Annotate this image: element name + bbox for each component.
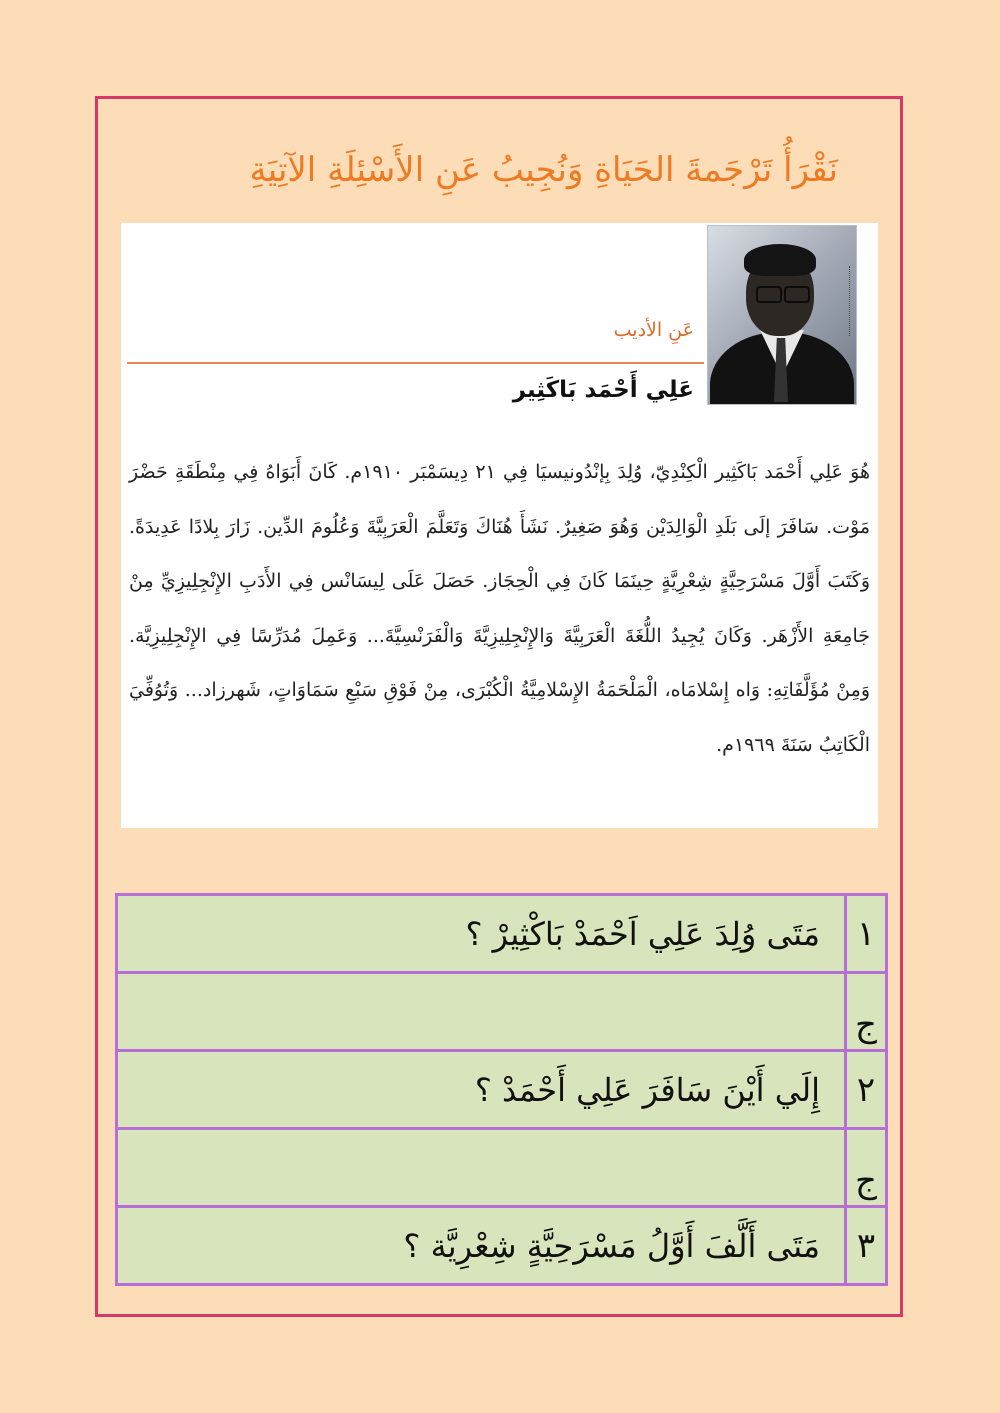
question-row-1 bbox=[117, 895, 887, 973]
question-row-2 bbox=[117, 1051, 887, 1129]
answer-2-field[interactable] bbox=[117, 1129, 846, 1207]
question-1-number: ١ bbox=[846, 895, 887, 973]
question-2-number: ٢ bbox=[846, 1051, 887, 1129]
about-author-label: عَنِ الأديب bbox=[613, 319, 694, 341]
question-row-3 bbox=[117, 1207, 887, 1285]
questions-table bbox=[115, 893, 888, 1286]
worksheet-title: نَقْرَأُ تَرْجَمةَ الحَيَاةِ وَنُجِيبُ عَنِ الأَسْئِلَةِ الآتِيَةِ bbox=[249, 150, 838, 190]
biography-card bbox=[121, 223, 878, 828]
answer-row-1 bbox=[117, 973, 887, 1051]
author-name: عَلِي أَحْمَد بَاكَثِير bbox=[512, 377, 694, 403]
author-portrait bbox=[708, 226, 856, 404]
portrait-signature bbox=[837, 266, 850, 336]
answer-2-marker: ج bbox=[846, 1129, 887, 1207]
question-2-text: إِلَي أَيْنَ سَافَرَ عَلِي أَحْمَدْ ؟ bbox=[117, 1051, 846, 1129]
question-1-text: مَتَى وُلِدَ عَلِي اَحْمَدْ بَاكْثِيرْ ؟ bbox=[117, 895, 846, 973]
question-3-text: مَتَى أَلَّفَ أَوَّلُ مَسْرَحِيَّةٍ شِعْرِيَّة ؟ bbox=[117, 1207, 846, 1285]
answer-1-marker: ج bbox=[846, 973, 887, 1051]
biography-text: هُوَ عَلِي أَحْمَد بَاكَثِير الْكِنْدِيّ، وُلِدَ بِإنْدُونيسيَا فِي ٢١ دِيسَمْبَر ١٩١٠م. كَانَ أَبَوَاهُ فِي مِنْطَقَةِ حَضْرَ مَوْت. سَافَرَ إلَى بَلَدِ الْوَالِدَيْن وَهُوَ صَغِيرٌ. نَشَأَ هُنَاكَ وَتَعَلَّمَ الْعَرَبِيَّةَ وَعُلُومَ الدِّين. زَارَ بِلادًا عَدِيدَةً. وَكَتَبَ أَوَّلَ مَسْرَحِيَّةٍ شِعْرِيَّةٍ حِينَمَا كَانَ فِي الْحِجَاز. حَصَلَ عَلَى لِيسَانْس فِي الأَدَبِ الإِنْجِلِيزِيِّ مِنْ جَامِعَةِ الأَزْهَر. وَكَانَ يُجِيدُ اللُّغَةَ الْعَرَبِيَّةَ وَالإِنْجِلِيزِيَّةَ وَالْفَرَنْسِيَّةَ... وَعَمِلَ مُدَرِّسًا فِي الإِنْجِلِيزِيَّة. وَمِنْ مُؤَلَّفَاتِهِ: وَاه إِسْلامَاه، الْمَلْحَمَةُ الإِسْلامِيَّةُ الْكُبْرَى، مِنْ فَوْقِ سَبْعِ سَمَاوَاتٍ، شَهرزاد... وَتُوُفِّيَ الْكَاتِبُ سَنَةَ ١٩٦٩م. bbox=[129, 461, 871, 756]
answer-1-field[interactable] bbox=[117, 973, 846, 1051]
divider-line bbox=[127, 362, 704, 364]
answer-row-2 bbox=[117, 1129, 887, 1207]
question-3-number: ٣ bbox=[846, 1207, 887, 1285]
